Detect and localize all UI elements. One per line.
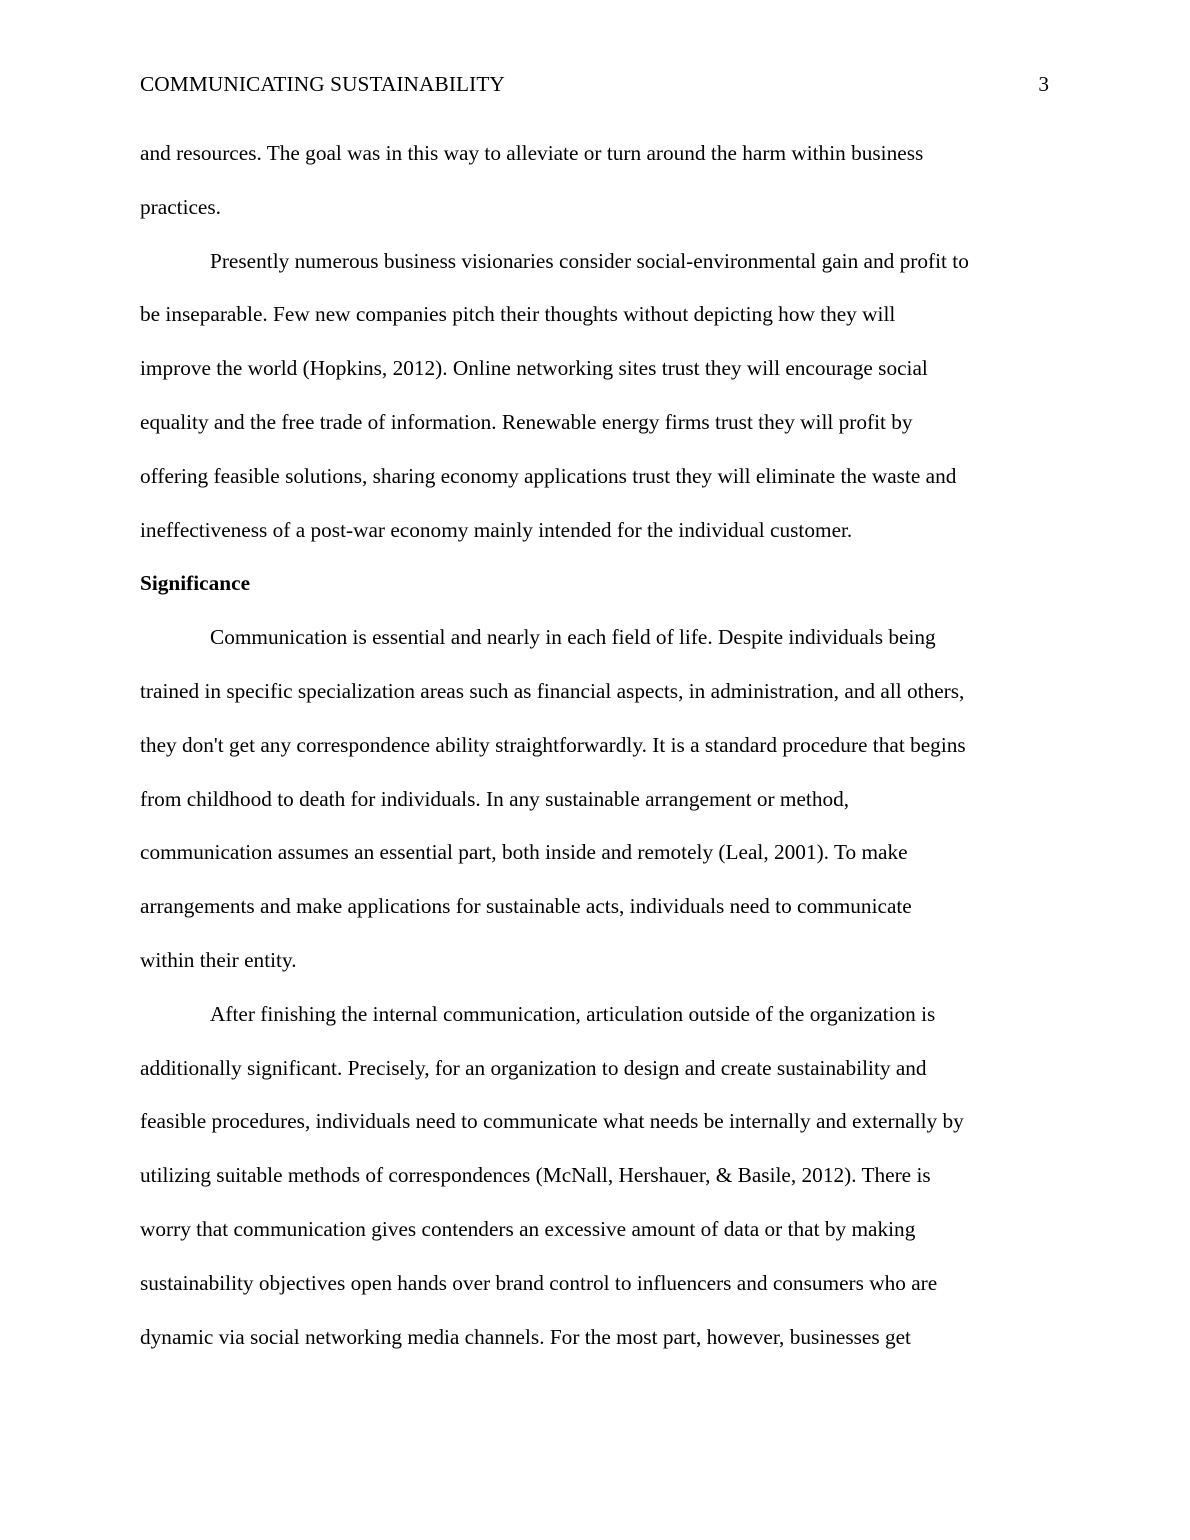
text-line: Communication is essential and nearly in each field of life. Despite individuals being — [210, 625, 936, 650]
text-line: communication assumes an essential part, both inside and remotely (Leal, 2001). To make — [140, 840, 908, 865]
text-line: from childhood to death for individuals. In any sustainable arrangement or method, — [140, 786, 850, 811]
paragraph-communication-essential — [140, 611, 1049, 988]
text-line: dynamic via social networking media channels. For the most part, however, businesses get — [140, 1324, 911, 1349]
text-line: worry that communication gives contenders an excessive amount of data or that by making — [140, 1216, 916, 1241]
text-line: sustainability objectives open hands over brand control to influencers and consumers who are — [140, 1270, 938, 1295]
text-line: additionally significant. Precisely, for an organization to design and create sustainability and — [140, 1055, 927, 1080]
text-line: and resources. The goal was in this way to alleviate or turn around the harm within business — [140, 141, 924, 165]
paragraph-business-visionaries — [140, 235, 1049, 558]
text-line: ineffectiveness of a post-war economy mainly intended for the individual customer. — [140, 517, 853, 542]
text-line: After finishing the internal communication, articulation outside of the organization is — [210, 1001, 936, 1026]
text-line: practices. — [140, 194, 221, 219]
text-line: utilizing suitable methods of correspondences (McNall, Hershauer, & Basile, 2012). There is — [140, 1163, 931, 1188]
text-line: within their entity. — [140, 947, 297, 972]
text-line: equality and the free trade of information. Renewable energy firms trust they will profit by — [140, 409, 913, 434]
text-line: arrangements and make applications for sustainable acts, individuals need to communicate — [140, 894, 912, 919]
paragraph-continuation — [140, 127, 1049, 235]
text-line: trained in specific specialization areas such as financial aspects, in administration, and all others, — [140, 678, 965, 703]
text-line: they don't get any correspondence ability straightforwardly. It is a standard procedure that begins — [140, 732, 966, 757]
text-line: be inseparable. Few new companies pitch their thoughts without depicting how they will — [140, 302, 896, 327]
document-body — [140, 127, 1049, 1364]
page-header — [140, 70, 1049, 98]
running-head: COMMUNICATING SUSTAINABILITY — [140, 72, 505, 96]
section-heading: Significance — [140, 571, 251, 596]
text-line: offering feasible solutions, sharing economy applications trust they will eliminate the waste and — [140, 463, 957, 488]
page-number: 3 — [1038, 72, 1049, 96]
text-line: feasible procedures, individuals need to communicate what needs be internally and externally by — [140, 1109, 964, 1134]
paragraph-external-communication — [140, 988, 1049, 1365]
text-line: improve the world (Hopkins, 2012). Online networking sites trust they will encourage social — [140, 356, 928, 381]
text-line: Presently numerous business visionaries consider social-environmental gain and profit to — [210, 248, 969, 273]
